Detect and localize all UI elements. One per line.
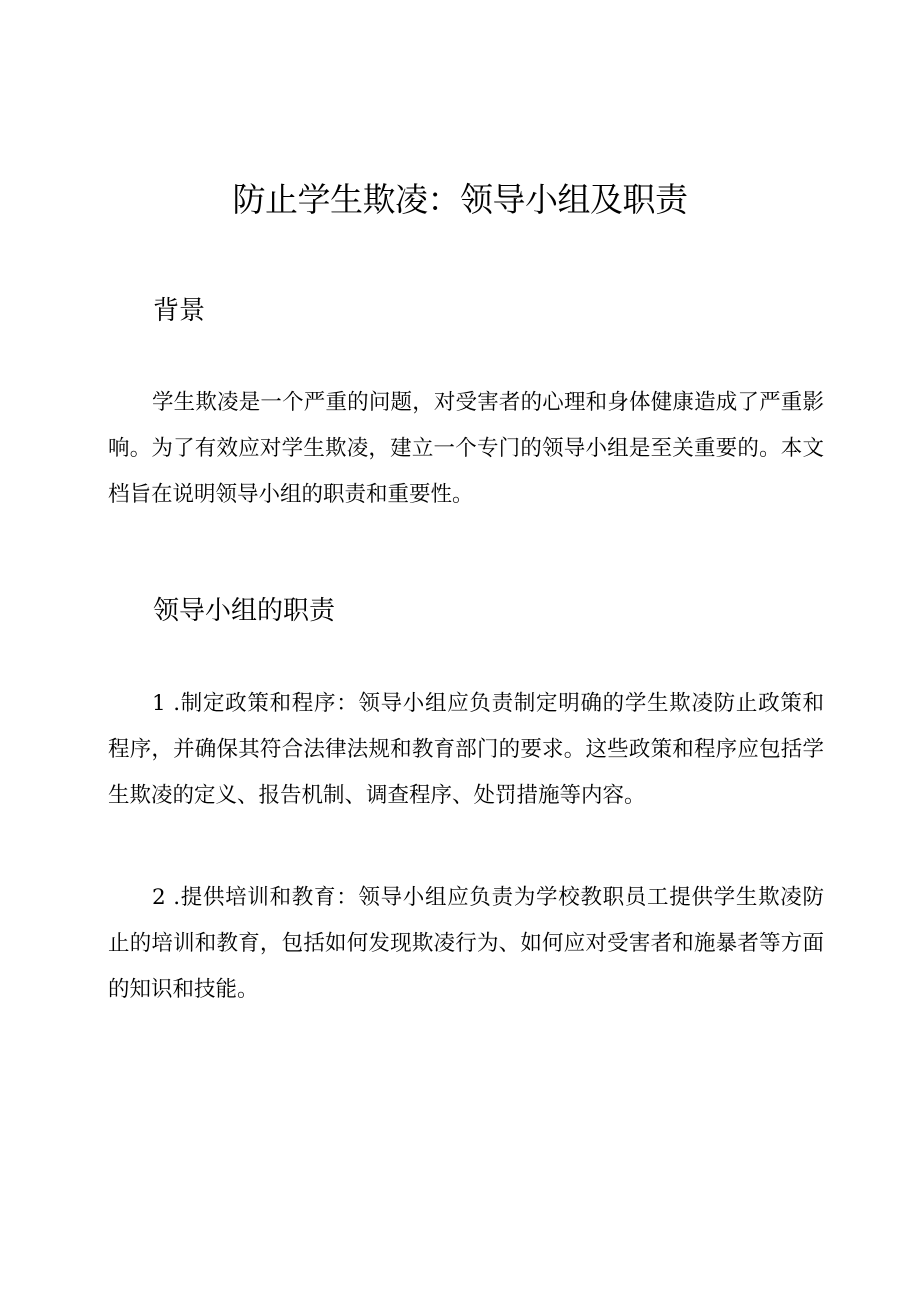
section-heading-background: 背景 <box>153 296 206 326</box>
section-heading-responsibilities: 领导小组的职责 <box>153 596 336 626</box>
background-paragraph: 学生欺凌是一个严重的问题，对受害者的心理和身体健康造成了严重影响。为了有效应对学生欺凌，建立一个专门的领导小组是至关重要的。本文档旨在说明领导小组的职责和重要性。 <box>108 390 824 507</box>
document-title: 防止学生欺凌：领导小组及职责 <box>232 180 688 219</box>
responsibility-item-2: 2 .提供培训和教育：领导小组应负责为学校教职员工提供学生欺凌防止的培训和教育，包括如何发现欺凌行为、如何应对受害者和施暴者等方面的知识和技能。 <box>108 885 824 1002</box>
responsibility-item-1: 1 .制定政策和程序：领导小组应负责制定明确的学生欺凌防止政策和程序，并确保其符合法律法规和教育部门的要求。这些政策和程序应包括学生欺凌的定义、报告机制、调查程序、处罚措施等内容。 <box>108 691 824 808</box>
